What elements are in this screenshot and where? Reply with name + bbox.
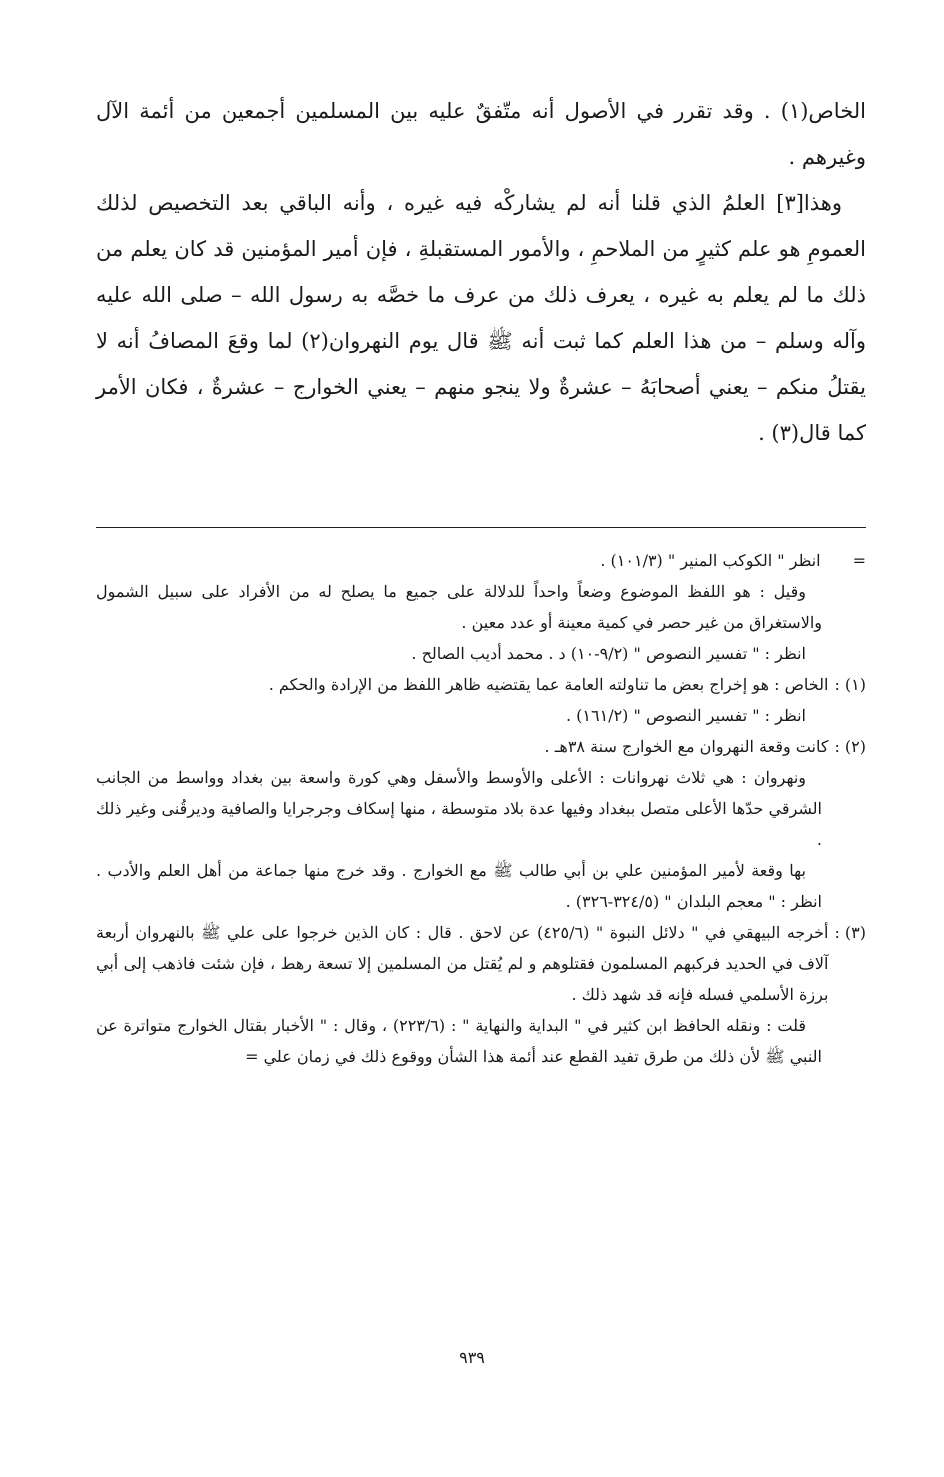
footnote-3	[96, 917, 866, 1010]
main-paragraph: الخاص(١) . وقد تقرر في الأصول أنه متّفقٌ عليه بين المسلمين أجمعين من أئمة الآل وغيرهم .	[96, 99, 866, 169]
footnote-text: قلت : ونقله الحافظ ابن كثير في " البداية والنهاية " : (٢٢٣/٦) ، وقال : " الأخبار بقتال الخوارج متواترة عن النبي ﷺ لأن ذلك من طرق تفيد القطع عند أئمة هذا الشأن ووقوع ذلك في زمان علي =	[96, 1016, 822, 1066]
footnote-text: انظر : " تفسير النصوص " (١٦١/٢) .	[565, 706, 806, 725]
footnote-continuation	[96, 545, 866, 576]
footnote-text: وقيل : هو اللفظ الموضوع وضعاً واحداً للدلالة على جميع ما يصلح له من الأفراد على سبيل الشمول والاستغراق من غير حصر في كمية معينة أو عدد معين .	[96, 582, 822, 632]
footnote-text: كانت وقعة النهروان مع الخوارج سنة ٣٨هـ .	[544, 737, 829, 756]
page-number: ٩٣٩	[459, 1348, 485, 1367]
continuation-marker: =	[852, 551, 866, 570]
footnote-text: انظر " الكوكب المنير " (١٠١/٣) .	[600, 551, 821, 570]
footnote-text: بها وقعة لأمير المؤمنين علي بن أبي طالب ﷺ مع الخوارج . وقد خرج منها جماعة من أهل العلم والأدب . انظر : " معجم البلدان " (٣٢٤/٥-٣٢٦) .	[96, 861, 822, 911]
footnote-separator	[96, 527, 866, 528]
main-paragraph: وهذا[٣] العلمُ الذي قلنا أنه لم يشاركْه فيه غيره ، وأنه الباقي بعد التخصيص لذلك العمومِ هو علم كثيرٍ من الملاحمِ ، والأمور المستقبلةِ ، فإن أمير المؤمنين قد كان يعلم من ذلك ما لم يعلم به غيره ، يعرف ذلك من عرف ما خصَّه به رسول الله – صلى الله عليه وآله وسلم – من هذا العلم كما ثبت أنه ﷺ قال يوم النهروان(٢) لما وقعَ المصافُ أنه لا يقتلُ منكم – يعني أصحابَهُ – عشرةٌ ولا ينجو منهم – يعني الخوارج – عشرةٌ ، فكان الأمر كما قال(٣) .	[96, 191, 866, 445]
main-text	[96, 88, 866, 456]
footnote-text: ونهروان : هي ثلاث نهروانات : الأعلى والأوسط والأسفل وهي كورة واسعة بين بغداد وواسط من الجانب الشرقي حدّها الأعلى متصل ببغداد وفيها عدة بلاد متوسطة ، منها إسكاف وجرجرايا والصافية وديرقُنى وغير ذلك .	[96, 768, 822, 849]
footnote-number: (١) :	[834, 675, 866, 694]
footnote-number: (٢) :	[834, 737, 866, 756]
footnote-text: أخرجه البيهقي في " دلائل النبوة " (٤٢٥/٦) عن لاحق . قال : كان الذين خرجوا على علي ﷺ بالنهروان أربعة آلاف في الحديد فركبهم المسلمون فقتلوهم و لم يُقتل من المسلمين إلا تسعة رهط ، فإن شئت فاذهب إلى أبي برزة الأسلمي فسله فإنه قد شهد ذلك .	[96, 923, 829, 1004]
footnote-text: انظر : " تفسير النصوص " (٩/٢-١٠) د . محمد أديب الصالح .	[411, 644, 806, 663]
footnote-2	[96, 731, 866, 762]
footnote-1	[96, 669, 866, 700]
footnote-text: الخاص : هو إخراج بعض ما تناولته العامة عما يقتضيه ظاهر اللفظ من الإرادة والحكم .	[268, 675, 829, 694]
footnotes	[96, 545, 866, 1072]
footnote-number: (٣) :	[834, 923, 866, 942]
